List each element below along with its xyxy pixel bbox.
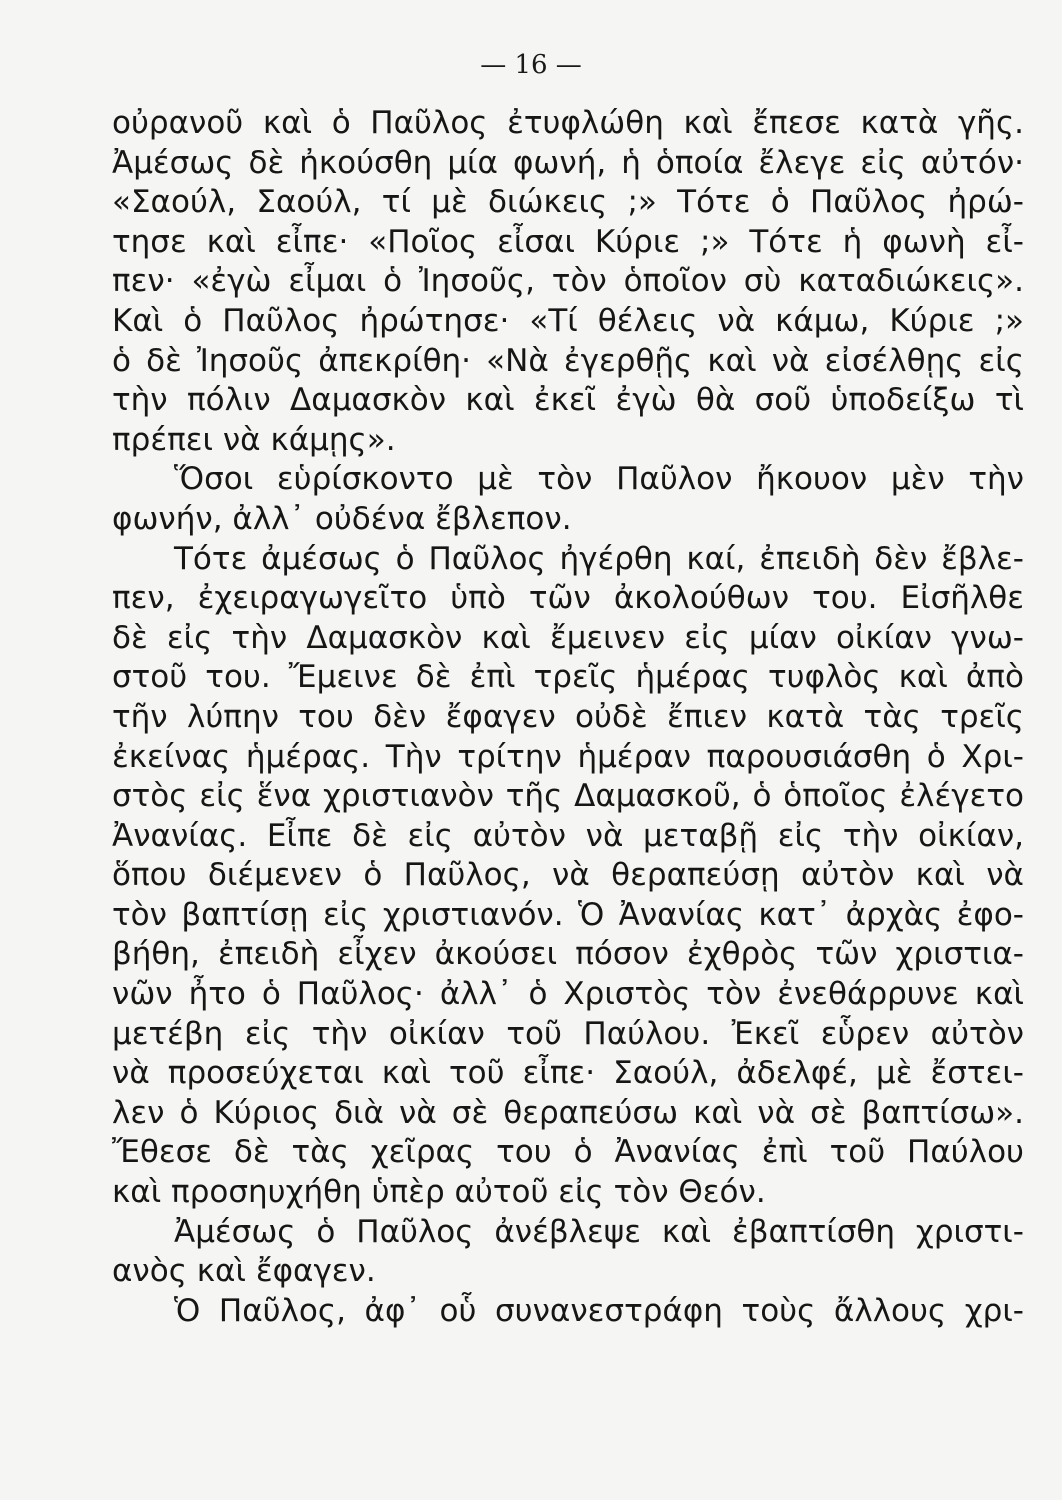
- text-line: τὴν πόλιν Δαμασκὸν καὶ ἐκεῖ ἐγὼ θὰ σοῦ ὑποδείξω τὶ: [112, 382, 1024, 419]
- text-line: Ἔθεσε δὲ τὰς χεῖρας του ὁ Ἀνανίας ἐπὶ τοῦ Παύλου: [112, 1134, 1024, 1171]
- text-line: στοῦ του. Ἔμεινε δὲ ἐπὶ τρεῖς ἡμέρας τυφλὸς καὶ ἀπὸ: [112, 659, 1024, 696]
- text-line: Καὶ ὁ Παῦλος ἠρώτησε· «Τί θέλεις νὰ κάμω, Κύριε ;»: [112, 302, 1024, 339]
- text-line: ὅπου διέμενεν ὁ Παῦλος, νὰ θεραπεύσῃ αὐτὸν καὶ νὰ: [112, 857, 1024, 894]
- text-line: πρέπει νὰ κάμῃς».: [112, 421, 396, 458]
- body-text: [112, 104, 1024, 1331]
- text-line: μετέβη εἰς τὴν οἰκίαν τοῦ Παύλου. Ἐκεῖ εὗρεν αὐτὸν: [112, 1015, 1024, 1052]
- text-line: Ἀμέσως ὁ Παῦλος ἀνέβλεψε καὶ ἐβαπτίσθη χριστι-: [174, 1213, 1024, 1250]
- page-number: — 16 —: [480, 50, 582, 80]
- text-line: ανὸς καὶ ἔφαγεν.: [112, 1253, 376, 1290]
- text-line: «Σαούλ, Σαούλ, τί μὲ διώκεις ;» Τότε ὁ Παῦλος ἠρώ-: [112, 184, 1024, 221]
- text-line: δὲ εἰς τὴν Δαμασκὸν καὶ ἔμεινεν εἰς μίαν οἰκίαν γνω-: [112, 619, 1024, 656]
- text-line: τῆν λύπην του δὲν ἔφαγεν οὐδὲ ἔπιεν κατὰ τὰς τρεῖς: [112, 698, 1024, 735]
- text-line: Τότε ἀμέσως ὁ Παῦλος ἠγέρθη καί, ἐπειδὴ δὲν ἔβλε-: [174, 540, 1024, 577]
- text-line: καὶ προσηυχήθη ὑπὲρ αὐτοῦ εἰς τὸν Θεόν.: [112, 1174, 766, 1211]
- text-line: Ὁ Παῦλος, ἀφ᾿ οὗ συνανεστράφη τοὺς ἄλλους χρι-: [174, 1292, 1024, 1329]
- text-line: τὸν βαπτίσῃ εἰς χριστιανόν. Ὁ Ἀνανίας κατ᾿ ἀρχὰς ἐφο-: [112, 896, 1024, 933]
- text-line: στὸς εἰς ἕνα χριστιανὸν τῆς Δαμασκοῦ, ὁ ὁποῖος ἐλέγετο: [112, 778, 1024, 815]
- text-line: ἐκείνας ἡμέρας. Τὴν τρίτην ἡμέραν παρουσιάσθη ὁ Χρι-: [112, 738, 1024, 775]
- text-line: Ἀνανίας. Εἶπε δὲ εἰς αὐτὸν νὰ μεταβῇ εἰς τὴν οἰκίαν,: [112, 817, 1024, 854]
- text-line: οὐρανοῦ καὶ ὁ Παῦλος ἐτυφλώθη καὶ ἔπεσε κατὰ γῆς.: [112, 105, 1024, 141]
- text-line: βήθη, ἐπειδὴ εἶχεν ἀκούσει πόσον ἐχθρὸς τῶν χριστια-: [112, 936, 1024, 973]
- text-line: πεν, ἐχειραγωγεῖτο ὑπὸ τῶν ἀκολούθων του. Εἰσῆλθε: [112, 580, 1024, 617]
- text-line: Ἀμέσως δὲ ἠκούσθη μία φωνή, ἡ ὁποία ἔλεγε εἰς αὐτόν·: [112, 144, 1024, 181]
- text-line: ὁ δὲ Ἰησοῦς ἀπεκρίθη· «Νὰ ἐγερθῇς καὶ νὰ εἰσέλθῃς εἰς: [112, 342, 1024, 379]
- text-line: νῶν ἦτο ὁ Παῦλος· ἀλλ᾿ ὁ Χριστὸς τὸν ἐνεθάρρυνε καὶ: [112, 976, 1024, 1013]
- text-line: νὰ προσεύχεται καὶ τοῦ εἶπε· Σαούλ, ἀδελφέ, μὲ ἔστει-: [112, 1055, 1024, 1092]
- text-line: τησε καὶ εἶπε· «Ποῖος εἶσαι Κύριε ;» Τότε ἡ φωνὴ εἶ-: [112, 223, 1024, 260]
- text-line: λεν ὁ Κύριος διὰ νὰ σὲ θεραπεύσω καὶ νὰ σὲ βαπτίσω».: [112, 1094, 1024, 1131]
- text-line: φωνήν, ἀλλ᾿ οὐδένα ἔβλεπον.: [112, 500, 572, 537]
- text-line: Ὅσοι εὑρίσκοντο μὲ τὸν Παῦλον ἤκουον μὲν τὴν: [174, 461, 1024, 498]
- text-line: πεν· «ἐγὼ εἶμαι ὁ Ἰησοῦς, τὸν ὁποῖον σὺ καταδιώκεις».: [112, 263, 1024, 300]
